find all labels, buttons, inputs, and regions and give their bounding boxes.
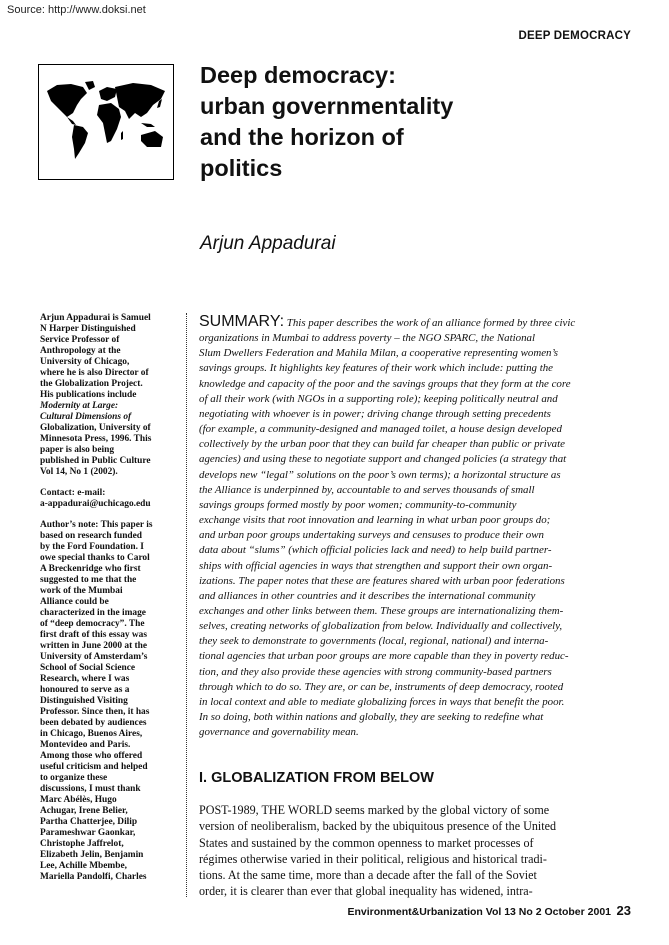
- summary-line: they seek to demonstrate to governments (local, regional, national) and interna-: [199, 635, 549, 648]
- note-line: Christophe Jaffrelot,: [40, 839, 124, 849]
- section-heading: I. GLOBALIZATION FROM BELOW: [199, 770, 434, 786]
- author-name: Arjun Appadurai: [200, 233, 336, 254]
- title-line: urban governmentality: [200, 93, 454, 119]
- summary-line: (for example, a community-designed and managed toilet, a house design developed: [199, 423, 562, 436]
- summary-line: knowledge and capacity of the poor and the savings groups that they form at the core: [199, 377, 571, 390]
- author-contact: [40, 488, 176, 510]
- bio-line: Arjun Appadurai is Samuel: [40, 313, 151, 323]
- summary-line: and alliances in other countries and it describes the international community: [199, 589, 536, 602]
- author-sidebar: [40, 313, 176, 893]
- journal-footer: Environment&Urbanization Vol 13 No 2 October 2001: [347, 906, 611, 918]
- summary: [199, 313, 620, 740]
- summary-line: agencies) and using these to negotiate support and changed policies (a strategy that: [199, 453, 567, 466]
- bio-line: the Globalization Project.: [40, 379, 143, 389]
- column-divider: [186, 313, 187, 897]
- note-line: Distinguished Visiting: [40, 696, 128, 706]
- body-line: régimes otherwise varied in their political, religious and historical tradi-: [199, 851, 547, 866]
- contact-line: Contact: e-mail:: [40, 488, 106, 498]
- note-line: Mariella Pandolfi, Charles: [40, 872, 147, 882]
- note-line: discussions, I must thank: [40, 784, 141, 794]
- summary-line: and urban poor groups undertaking surveys and censuses to produce their own: [199, 529, 544, 542]
- summary-label: SUMMARY:: [199, 313, 285, 330]
- note-line: Alliance could be: [40, 597, 109, 607]
- bio-line: His publications include: [40, 390, 137, 400]
- note-line: useful criticism and helped: [40, 762, 148, 772]
- note-line: University of Amsterdam’s: [40, 652, 148, 662]
- bio-line: paper is also being: [40, 445, 115, 455]
- summary-line: This paper describes the work of an alliance formed by three civic: [284, 317, 576, 329]
- note-line: Achugar, Irene Belier,: [40, 806, 128, 816]
- bio-line: Vol 14, No 1 (2002).: [40, 467, 118, 477]
- body-text: [199, 802, 620, 900]
- note-line: A Breckenridge who first: [40, 564, 141, 574]
- summary-line: through which to do so. They are, or can be, instruments of deep democracy, rooted: [199, 680, 564, 693]
- note-line: been debated by audiences: [40, 718, 147, 728]
- summary-line: In so doing, both within nations and globally, they are seeking to redefine what: [199, 711, 544, 724]
- title-line: and the horizon of: [200, 124, 404, 150]
- article-title: [200, 60, 640, 184]
- title-line: politics: [200, 155, 283, 181]
- body-line: States and sustained by the common openness to market processes of: [199, 835, 534, 850]
- summary-line: tion, and they also provide these agencies with strong community-based partners: [199, 665, 552, 678]
- bio-line: Anthropology at the: [40, 346, 121, 356]
- note-line: written in June 2000 at the: [40, 641, 148, 651]
- note-line: honoured to serve as a: [40, 685, 130, 695]
- note-line: characterized in the image: [40, 608, 146, 618]
- summary-line: selves, creating networks of globalization from below. Individually and collectively,: [199, 620, 563, 633]
- author-bio: [40, 313, 176, 478]
- world-map-icon: [43, 79, 169, 163]
- summary-line: savings groups. It highlights key features of their work which include: putting the: [199, 362, 554, 375]
- summary-line: tional agencies that urban poor groups are more capable than they in poverty reduc-: [199, 650, 569, 663]
- note-line: School of Social Science: [40, 663, 136, 673]
- summary-line: governance and governability mean.: [199, 726, 359, 739]
- summary-line: exchanges and other links between them. These groups are internationalizing them-: [199, 604, 564, 617]
- note-line: by the Ford Foundation. I: [40, 542, 144, 552]
- note-line: to organize these: [40, 773, 108, 783]
- body-line: order, it is clearer than ever that global inequality has widened, intra-: [199, 884, 533, 899]
- note-line: Author’s note: This paper is: [40, 520, 153, 530]
- world-map-logo: [38, 64, 174, 180]
- summary-line: organizations in Mumbai to address poverty – the NGO SPARC, the National: [199, 332, 535, 345]
- bio-line: Service Professor of: [40, 335, 120, 345]
- summary-line: savings groups formed mostly by poor women; community-to-community: [199, 498, 517, 511]
- note-line: Among those who offered: [40, 751, 143, 761]
- bio-line: N Harper Distinguished: [40, 324, 136, 334]
- note-line: Research, where I was: [40, 674, 130, 684]
- summary-line: data about “slums” (which official policies lack and need) to help build partner-: [199, 544, 552, 557]
- bio-line: Modernity at Large:: [40, 401, 119, 411]
- summary-line: exchange visits that root innovation and learning in what urban poor groups do;: [199, 514, 551, 527]
- contact-email: a-appadurai@uchicago.edu: [40, 499, 151, 509]
- note-line: Professor. Since then, it has: [40, 707, 150, 717]
- bio-line: University of Chicago,: [40, 357, 130, 367]
- note-line: Elizabeth Jelin, Benjamin: [40, 850, 144, 860]
- summary-line: negotiating with whoever is in power; driving change through setting precedents: [199, 407, 551, 420]
- note-line: Montevideo and Paris.: [40, 740, 131, 750]
- summary-line: ships with official agencies in ways that strengthen and support their own organ-: [199, 559, 553, 572]
- note-line: owe special thanks to Carol: [40, 553, 150, 563]
- note-line: first draft of this essay was: [40, 630, 148, 640]
- title-line: Deep democracy:: [200, 62, 396, 88]
- summary-line: Slum Dwellers Federation and Mahila Milan, a cooperative representing women’s: [199, 347, 558, 360]
- note-line: of “deep democracy”. The: [40, 619, 145, 629]
- summary-line: of all their work (with NGOs in a supporting role); keeping politically neutral and: [199, 392, 558, 405]
- page-number: 23: [616, 903, 631, 918]
- summary-line: the Alliance is underpinned by, accountable to and serves thousands of small: [199, 483, 535, 496]
- bio-line: Cultural Dimensions of: [40, 412, 132, 422]
- note-line: Partha Chatterjee, Dilip: [40, 817, 138, 827]
- body-line: POST-1989, THE WORLD seems marked by the global victory of some: [199, 803, 550, 817]
- summary-line: in local context and able to mediate globalizing forces in ways that benefit the poor.: [199, 695, 565, 708]
- body-line: tions. At the same time, more than a decade after the fall of the Soviet: [199, 868, 537, 883]
- note-line: Parameshwar Gaonkar,: [40, 828, 136, 838]
- summary-line: collectively by the urban poor that they can build far cheaper than public or private: [199, 438, 565, 451]
- note-line: Marc Abélès, Hugo: [40, 795, 117, 805]
- note-line: Lee, Achille Mbembe,: [40, 861, 127, 871]
- summary-line: develops new “legal” solutions on the poor’s own terms); a horizontal structure as: [199, 468, 561, 481]
- bio-line: Minnesota Press, 1996. This: [40, 434, 152, 444]
- bio-line: published in Public Culture: [40, 456, 151, 466]
- note-line: based on research funded: [40, 531, 143, 541]
- note-line: suggested to me that the: [40, 575, 137, 585]
- summary-line: izations. The paper notes that these are features shared with urban poor federations: [199, 574, 565, 587]
- author-note: [40, 520, 176, 883]
- note-line: in Chicago, Buenos Aires,: [40, 729, 143, 739]
- body-line: version of neoliberalism, backed by the ubiquitous presence of the United: [199, 819, 557, 834]
- source-url: Source: http://www.doksi.net: [7, 4, 146, 16]
- running-head: DEEP DEMOCRACY: [518, 30, 631, 42]
- note-line: work of the Mumbai: [40, 586, 123, 596]
- bio-line: where he is also Director of: [40, 368, 149, 378]
- summary-first-line: [199, 313, 620, 331]
- bio-line: Globalization, University of: [40, 423, 151, 433]
